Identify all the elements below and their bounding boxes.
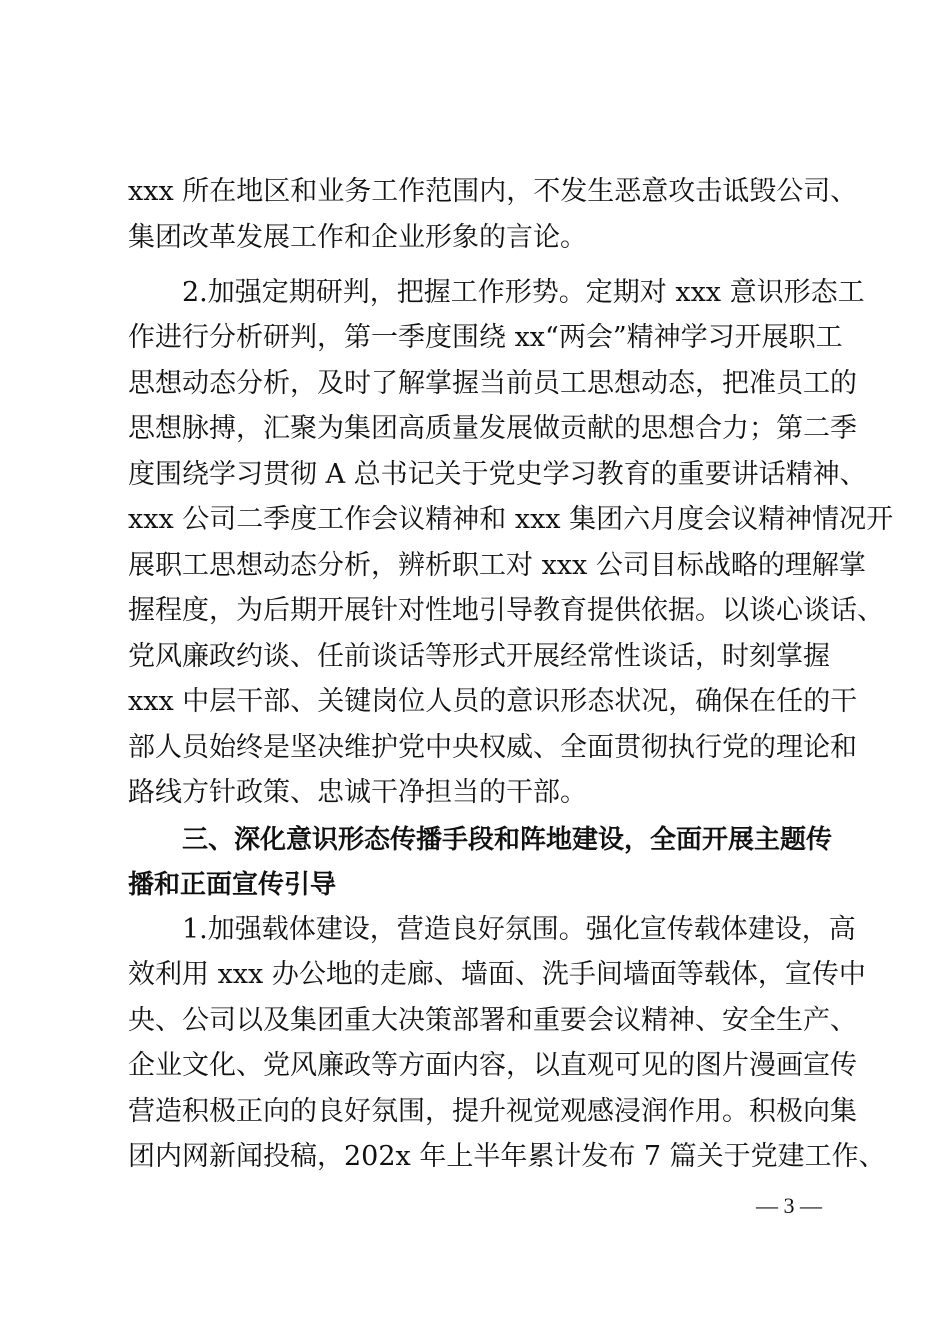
- body-line: 展职工思想动态分析，辨析职工对 xxx 公司目标战略的理解掌: [128, 550, 866, 581]
- paragraph-first-line: 1.加强载体建设，营造良好氛围。强化宣传载体建设，高: [182, 914, 856, 945]
- paragraph-first-line: 2.加强定期研判，把握工作形势。定期对 xxx 意识形态工: [182, 277, 865, 308]
- body-line: xxx 中层干部、关键岗位人员的意识形态状况，确保在任的干: [128, 686, 858, 717]
- body-line: 党风廉政约谈、任前谈话等形式开展经常性谈话，时刻掌握: [128, 641, 830, 672]
- body-line: 营造积极正向的良好氛围，提升视觉观感浸润作用。积极向集: [128, 1096, 857, 1127]
- page-number: — 3 —: [756, 1193, 822, 1218]
- body-line: xxx 公司二季度工作会议精神和 xxx 集团六月度会议精神情况开: [128, 504, 894, 535]
- body-line: 作进行分析研判，第一季度围绕 xx“两会”精神学习开展职工: [128, 322, 843, 353]
- section-heading-continued: 播和正面宣传引导: [128, 870, 337, 900]
- body-line: 思想脉搏，汇聚为集团高质量发展做贡献的思想合力；第二季: [128, 413, 857, 444]
- body-line: 部人员始终是坚决维护党中央权威、全面贯彻执行党的理论和: [128, 732, 857, 763]
- body-line: 度围绕学习贯彻 A 总书记关于党史学习教育的重要讲话精神、: [128, 459, 867, 490]
- body-line: 团内网新闻投稿，202x 年上半年累计发布 7 篇关于党建工作、: [128, 1141, 886, 1172]
- body-line: 企业文化、党风廉政等方面内容，以直观可见的图片漫画宣传: [128, 1050, 857, 1081]
- body-line: 路线方针政策、忠诚干净担当的干部。: [128, 777, 587, 808]
- body-line: xxx 所在地区和业务工作范围内，不发生恶意攻击诋毁公司、: [128, 176, 858, 207]
- body-line: 握程度，为后期开展针对性地引导教育提供依据。以谈心谈话、: [128, 595, 884, 626]
- body-line: 集团改革发展工作和企业形象的言论。: [128, 222, 587, 253]
- body-line: 央、公司以及集团重大决策部署和重要会议精神、安全生产、: [128, 1005, 857, 1036]
- body-line: 思想动态分析，及时了解掌握当前员工思想动态，把准员工的: [128, 368, 857, 399]
- section-heading: 三、深化意识形态传播手段和阵地建设，全面开展主题传: [182, 825, 833, 855]
- body-line: 效利用 xxx 办公地的走廊、墙面、洗手间墙面等载体，宣传中: [128, 959, 866, 990]
